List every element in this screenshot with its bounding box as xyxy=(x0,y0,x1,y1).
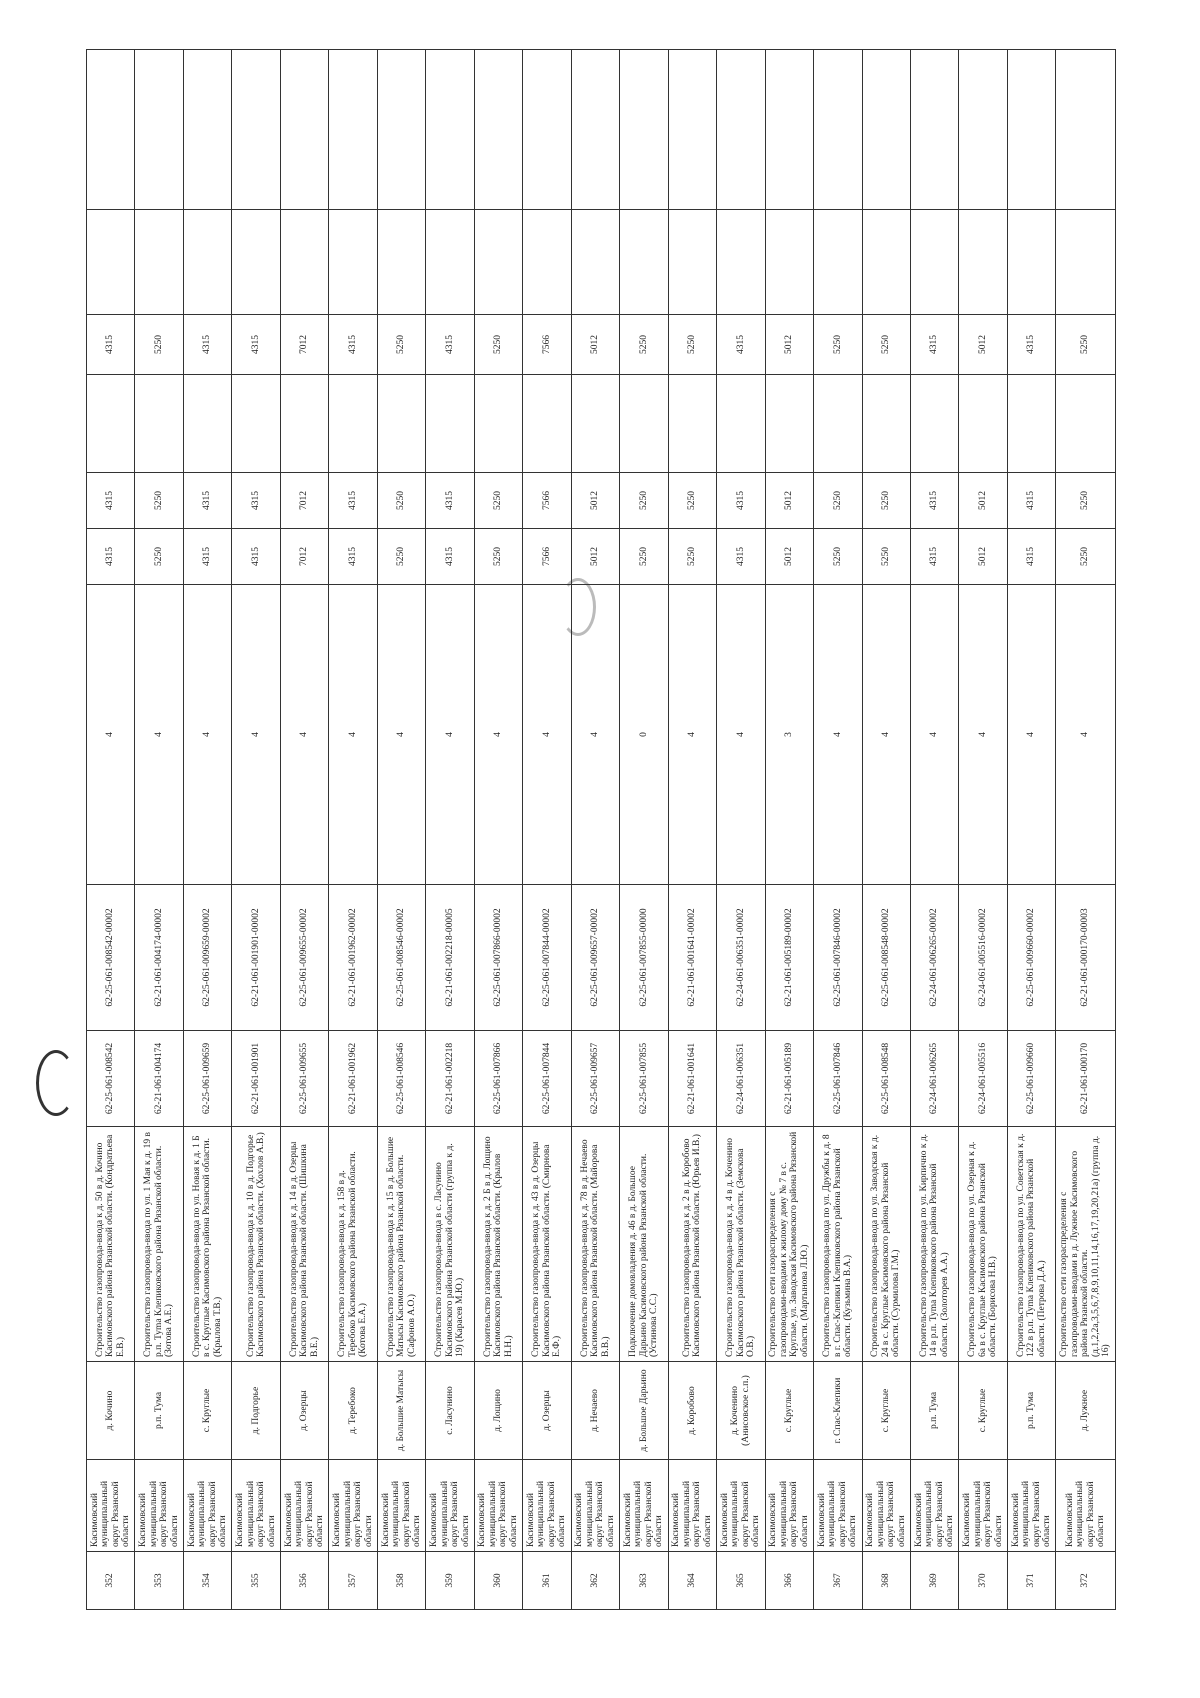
empty-cell xyxy=(523,50,571,210)
empty-cell xyxy=(765,50,813,210)
empty-cell xyxy=(183,50,231,210)
cell-code2: 62-21-061-001901-00002 xyxy=(232,885,280,1031)
empty-cell xyxy=(232,210,280,315)
cell-cnt: 4 xyxy=(959,585,1007,885)
cell-code1: 62-25-061-008546 xyxy=(377,1031,425,1127)
empty-cell xyxy=(135,50,183,210)
cell-settl: д. Кочино xyxy=(87,1362,135,1460)
binder-hole-mark xyxy=(36,1050,76,1116)
cell-n: 363 xyxy=(620,1552,668,1610)
table-row xyxy=(183,50,231,1610)
cell-a: 5250 xyxy=(377,529,425,585)
cell-n: 362 xyxy=(571,1552,619,1610)
empty-cell xyxy=(232,375,280,473)
table-row xyxy=(814,50,862,1610)
cell-cnt: 4 xyxy=(426,585,474,885)
table-row xyxy=(959,50,1007,1610)
cell-c: 4315 xyxy=(1007,315,1055,375)
cell-cnt: 4 xyxy=(280,585,328,885)
table-row xyxy=(910,50,958,1610)
cell-code2: 62-21-061-005189-00002 xyxy=(765,885,813,1031)
cell-b: 5250 xyxy=(474,473,522,529)
empty-cell xyxy=(717,50,765,210)
cell-n: 371 xyxy=(1007,1552,1055,1610)
cell-code1: 62-24-061-006351 xyxy=(717,1031,765,1127)
cell-mun: Касимовский муниципальный округ Рязанской области xyxy=(183,1460,231,1552)
empty-cell xyxy=(862,50,910,210)
empty-cell xyxy=(1056,375,1116,473)
cell-b: 5250 xyxy=(814,473,862,529)
cell-settl: д. Большие Матысы xyxy=(377,1362,425,1460)
cell-code1: 62-25-061-007844 xyxy=(523,1031,571,1127)
table-row xyxy=(474,50,522,1610)
cell-c: 5250 xyxy=(814,315,862,375)
cell-cnt: 4 xyxy=(523,585,571,885)
cell-cnt: 4 xyxy=(474,585,522,885)
empty-cell xyxy=(765,210,813,315)
cell-b: 7566 xyxy=(523,473,571,529)
cell-b: 5250 xyxy=(377,473,425,529)
cell-b: 4315 xyxy=(183,473,231,529)
cell-b: 5012 xyxy=(959,473,1007,529)
cell-b: 4315 xyxy=(87,473,135,529)
empty-cell xyxy=(910,50,958,210)
cell-c: 5250 xyxy=(1056,315,1116,375)
table-row xyxy=(232,50,280,1610)
cell-code2: 62-25-061-009660-00002 xyxy=(1007,885,1055,1031)
empty-cell xyxy=(87,210,135,315)
empty-cell xyxy=(814,210,862,315)
table-row xyxy=(135,50,183,1610)
empty-cell xyxy=(717,210,765,315)
cell-code2: 62-25-061-007855-00000 xyxy=(620,885,668,1031)
cell-desc: Строительство газопровода-ввода в с. Ласунино Касимовского района Рязанской области (группа к д. 19) (Карасев М.Ю.) xyxy=(426,1127,474,1362)
cell-settl: д. Теребоко xyxy=(329,1362,377,1460)
cell-a: 5250 xyxy=(474,529,522,585)
table-row xyxy=(426,50,474,1610)
cell-c: 5012 xyxy=(765,315,813,375)
cell-mun: Касимовский муниципальный округ Рязанской области xyxy=(959,1460,1007,1552)
cell-settl: д. Нечаево xyxy=(571,1362,619,1460)
empty-cell xyxy=(910,375,958,473)
cell-n: 369 xyxy=(910,1552,958,1610)
cell-cnt: 4 xyxy=(87,585,135,885)
empty-cell xyxy=(329,210,377,315)
cell-a: 5012 xyxy=(959,529,1007,585)
empty-cell xyxy=(1007,210,1055,315)
cell-settl: р.п. Тума xyxy=(910,1362,958,1460)
cell-code1: 62-21-061-002218 xyxy=(426,1031,474,1127)
empty-cell xyxy=(668,50,716,210)
cell-b: 5250 xyxy=(668,473,716,529)
table-row xyxy=(717,50,765,1610)
empty-cell xyxy=(135,375,183,473)
cell-settl: г. Спас-Клепики xyxy=(814,1362,862,1460)
cell-code2: 62-21-061-001641-00002 xyxy=(668,885,716,1031)
empty-cell xyxy=(814,375,862,473)
empty-cell xyxy=(959,50,1007,210)
empty-cell xyxy=(571,375,619,473)
cell-code2: 62-25-061-009659-00002 xyxy=(183,885,231,1031)
empty-cell xyxy=(668,375,716,473)
cell-n: 352 xyxy=(87,1552,135,1610)
cell-settl: д. Коченино (Анисовское с.п.) xyxy=(717,1362,765,1460)
cell-mun: Касимовский муниципальный округ Рязанской области xyxy=(135,1460,183,1552)
empty-cell xyxy=(183,375,231,473)
table-row xyxy=(329,50,377,1610)
cell-settl: д. Коробово xyxy=(668,1362,716,1460)
empty-cell xyxy=(668,210,716,315)
cell-desc: Строительство газопровода-ввода по ул. Советская к д. 122 в р.п. Туma Клепиковского района Рязанской области. (Петрова Д.А.) xyxy=(1007,1127,1055,1362)
cell-n: 356 xyxy=(280,1552,328,1610)
cell-mun: Касимовский муниципальный округ Рязанской области xyxy=(474,1460,522,1552)
cell-code1: 62-25-061-008542 xyxy=(87,1031,135,1127)
cell-cnt: 4 xyxy=(135,585,183,885)
cell-n: 368 xyxy=(862,1552,910,1610)
cell-code2: 62-21-061-000170-00003 xyxy=(1056,885,1116,1031)
empty-cell xyxy=(329,375,377,473)
cell-code2: 62-25-061-009655-00002 xyxy=(280,885,328,1031)
cell-mun: Касимовский муниципальный округ Рязанской области xyxy=(329,1460,377,1552)
cell-c: 4315 xyxy=(329,315,377,375)
cell-b: 4315 xyxy=(1007,473,1055,529)
cell-settl: с. Круглые xyxy=(765,1362,813,1460)
cell-c: 4315 xyxy=(183,315,231,375)
cell-code2: 62-24-061-006265-00002 xyxy=(910,885,958,1031)
cell-settl: д. Лощино xyxy=(474,1362,522,1460)
cell-desc: Строительство газопровода-ввода по ул. 1 Мая к д. 19 в р.п. Туma Клепиковского района Рязанской области. (Зотова А.Е.) xyxy=(135,1127,183,1362)
cell-b: 7012 xyxy=(280,473,328,529)
cell-c: 5250 xyxy=(377,315,425,375)
empty-cell xyxy=(959,375,1007,473)
cell-mun: Касимовский муниципальный округ Рязанской области xyxy=(1007,1460,1055,1552)
cell-c: 5250 xyxy=(862,315,910,375)
table-row xyxy=(571,50,619,1610)
cell-desc: Строительство газопровода-ввода к д. 2 Б в д. Лощино Касимовского района Рязанской области. (Крылов Н.Н.) xyxy=(474,1127,522,1362)
cell-mun: Касимовский муниципальный округ Рязанской области xyxy=(862,1460,910,1552)
empty-cell xyxy=(280,375,328,473)
cell-c: 7012 xyxy=(280,315,328,375)
cell-cnt: 4 xyxy=(814,585,862,885)
cell-n: 359 xyxy=(426,1552,474,1610)
empty-cell xyxy=(1056,210,1116,315)
rotated-table-container xyxy=(86,50,1116,1610)
cell-desc: Строительство газопровода-ввода по ул. Кирпично к д. 14 в р.п. Туma Клепиковского района Рязанской области. (Золоторев А.А.) xyxy=(910,1127,958,1362)
cell-c: 4315 xyxy=(87,315,135,375)
cell-c: 7566 xyxy=(523,315,571,375)
cell-a: 5250 xyxy=(1056,529,1116,585)
table-row xyxy=(765,50,813,1610)
empty-cell xyxy=(426,375,474,473)
empty-cell xyxy=(426,210,474,315)
cell-desc: Строительство газопровода-ввода по ул. Заводская к д. 24 в с. Круглые Касимовского района Рязанской области. (Сурмилова Г.М.) xyxy=(862,1127,910,1362)
cell-mun: Касимовский муниципальный округ Рязанской области xyxy=(571,1460,619,1552)
cell-desc: Строительство газопровода-ввода к д. 158 в д. Теребоко Касимовского района Рязанской области. (Котова Е.А.) xyxy=(329,1127,377,1362)
cell-a: 5250 xyxy=(814,529,862,585)
cell-b: 4315 xyxy=(717,473,765,529)
cell-settl: д. Лужное xyxy=(1056,1362,1116,1460)
cell-cnt: 4 xyxy=(717,585,765,885)
cell-cnt: 4 xyxy=(232,585,280,885)
empty-cell xyxy=(329,50,377,210)
register-table xyxy=(86,49,1116,1610)
empty-cell xyxy=(1056,50,1116,210)
cell-code2: 62-25-061-008542-00002 xyxy=(87,885,135,1031)
cell-code1: 62-21-061-004174 xyxy=(135,1031,183,1127)
cell-mun: Касимовский муниципальный округ Рязанской области xyxy=(668,1460,716,1552)
cell-code2: 62-25-061-009657-00002 xyxy=(571,885,619,1031)
cell-a: 4315 xyxy=(87,529,135,585)
cell-cnt: 0 xyxy=(620,585,668,885)
empty-cell xyxy=(571,210,619,315)
cell-desc: Строительство газопровода-ввода по ул. Новая к д. 1 Б в с. Круглые Касимовского района Рязанской области. (Крылова Т.В.) xyxy=(183,1127,231,1362)
cell-code2: 62-25-061-008548-00002 xyxy=(862,885,910,1031)
cell-cnt: 4 xyxy=(329,585,377,885)
cell-code1: 62-21-061-005189 xyxy=(765,1031,813,1127)
empty-cell xyxy=(474,210,522,315)
cell-mun: Касимовский муниципальный округ Рязанской области xyxy=(377,1460,425,1552)
cell-code2: 62-25-061-007844-00002 xyxy=(523,885,571,1031)
cell-code1: 62-25-061-009655 xyxy=(280,1031,328,1127)
cell-settl: д. Озерцы xyxy=(523,1362,571,1460)
cell-b: 4315 xyxy=(232,473,280,529)
cell-b: 5250 xyxy=(1056,473,1116,529)
cell-n: 358 xyxy=(377,1552,425,1610)
cell-mun: Касимовский муниципальный округ Рязанской области xyxy=(620,1460,668,1552)
cell-desc: Строительство газопровода-ввода к д. 2 в д. Коробово Касимовского района Рязанской области. (Юрьев И.В.) xyxy=(668,1127,716,1362)
cell-a: 5250 xyxy=(135,529,183,585)
cell-code1: 62-25-061-009657 xyxy=(571,1031,619,1127)
table-row xyxy=(523,50,571,1610)
empty-cell xyxy=(862,210,910,315)
cell-a: 5250 xyxy=(862,529,910,585)
cell-desc: Подключение домовладения д. 46 в д. Большое Дарьино Касимовского района Рязанской области. (Устинова С.С.) xyxy=(620,1127,668,1362)
empty-cell xyxy=(377,210,425,315)
cell-a: 5012 xyxy=(765,529,813,585)
cell-code1: 62-21-061-001901 xyxy=(232,1031,280,1127)
cell-desc: Строительство газопровода-ввода к д. 14 в д. Озерцы Касимовского района Рязанской области. (Шишкина В.Е.) xyxy=(280,1127,328,1362)
cell-n: 361 xyxy=(523,1552,571,1610)
empty-cell xyxy=(183,210,231,315)
empty-cell xyxy=(910,210,958,315)
empty-cell xyxy=(232,50,280,210)
table-row xyxy=(1056,50,1116,1610)
cell-code2: 62-25-061-007866-00002 xyxy=(474,885,522,1031)
cell-n: 353 xyxy=(135,1552,183,1610)
empty-cell xyxy=(523,375,571,473)
cell-a: 5250 xyxy=(620,529,668,585)
cell-mun: Касимовский муниципальный округ Рязанской области xyxy=(910,1460,958,1552)
cell-settl: с. Круглые xyxy=(862,1362,910,1460)
empty-cell xyxy=(377,375,425,473)
scan-top-marks xyxy=(0,0,1200,10)
cell-code2: 62-24-061-005516-00002 xyxy=(959,885,1007,1031)
empty-cell xyxy=(474,375,522,473)
cell-b: 4315 xyxy=(426,473,474,529)
cell-c: 5250 xyxy=(620,315,668,375)
table-row xyxy=(280,50,328,1610)
cell-b: 4315 xyxy=(910,473,958,529)
cell-code2: 62-21-061-001962-00002 xyxy=(329,885,377,1031)
cell-settl: д. Озерцы xyxy=(280,1362,328,1460)
empty-cell xyxy=(87,50,135,210)
cell-code1: 62-25-061-008548 xyxy=(862,1031,910,1127)
cell-desc: Строительство газопровода-ввода к д. 15 в д. Большие Матысы Касимовского района Рязанской области. (Сафонов А.О.) xyxy=(377,1127,425,1362)
cell-a: 4315 xyxy=(910,529,958,585)
cell-mun: Касимовский муниципальный округ Рязанской области xyxy=(280,1460,328,1552)
empty-cell xyxy=(87,375,135,473)
cell-mun: Касимовский муниципальный округ Рязанской области xyxy=(426,1460,474,1552)
empty-cell xyxy=(814,50,862,210)
cell-cnt: 4 xyxy=(862,585,910,885)
cell-settl: р.п. Тума xyxy=(1007,1362,1055,1460)
cell-a: 7012 xyxy=(280,529,328,585)
cell-c: 5250 xyxy=(135,315,183,375)
cell-code1: 62-25-061-009660 xyxy=(1007,1031,1055,1127)
cell-mun: Касимовский муниципальный округ Рязанской области xyxy=(87,1460,135,1552)
cell-b: 5250 xyxy=(620,473,668,529)
cell-cnt: 4 xyxy=(1056,585,1116,885)
table-body xyxy=(87,50,1116,1610)
empty-cell xyxy=(717,375,765,473)
cell-code2: 62-25-061-008546-00002 xyxy=(377,885,425,1031)
cell-c: 4315 xyxy=(910,315,958,375)
cell-b: 5250 xyxy=(135,473,183,529)
cell-a: 4315 xyxy=(717,529,765,585)
cell-a: 5250 xyxy=(668,529,716,585)
cell-n: 367 xyxy=(814,1552,862,1610)
cell-mun: Касимовский муниципальный округ Рязанской области xyxy=(814,1460,862,1552)
cell-desc: Строительство газопровода-ввода к д. 43 в д. Озерцы Касимовского района Рязанской области. (Смирнова Е.Ф.) xyxy=(523,1127,571,1362)
cell-desc: Строительство сети газораспределения с газопроводами-вводами в д. Лужное Касимовского района Рязанской области. (д.1,2,2а,3,5,6,7,8,9,10,11,14,16,17,19,20,21а) (группа д. 16) xyxy=(1056,1127,1116,1362)
cell-desc: Строительство газопровода-ввода к д. 78 в д. Нечаево Касимовского района Рязанской области. (Майорова В.В.) xyxy=(571,1127,619,1362)
table-row xyxy=(668,50,716,1610)
cell-n: 355 xyxy=(232,1552,280,1610)
cell-n: 370 xyxy=(959,1552,1007,1610)
cell-n: 366 xyxy=(765,1552,813,1610)
cell-mun: Касимовский муниципальный округ Рязанской области xyxy=(232,1460,280,1552)
cell-code1: 62-25-061-009659 xyxy=(183,1031,231,1127)
table-row xyxy=(862,50,910,1610)
empty-cell xyxy=(426,50,474,210)
cell-code1: 62-21-061-001641 xyxy=(668,1031,716,1127)
cell-a: 4315 xyxy=(183,529,231,585)
cell-n: 365 xyxy=(717,1552,765,1610)
cell-desc: Строительство газопровода-ввода по ул. Дружбы к д. 8 в г. Спас-Клепики Клепиковского района Рязанской области. (Кузьмина В.А.) xyxy=(814,1127,862,1362)
cell-b: 5012 xyxy=(765,473,813,529)
cell-code1: 62-25-061-007855 xyxy=(620,1031,668,1127)
table-row xyxy=(1007,50,1055,1610)
cell-c: 4315 xyxy=(717,315,765,375)
empty-cell xyxy=(135,210,183,315)
cell-code1: 62-21-061-000170 xyxy=(1056,1031,1116,1127)
cell-a: 5012 xyxy=(571,529,619,585)
cell-code1: 62-24-061-005516 xyxy=(959,1031,1007,1127)
cell-n: 372 xyxy=(1056,1552,1116,1610)
cell-b: 5250 xyxy=(862,473,910,529)
cell-b: 4315 xyxy=(329,473,377,529)
table-row xyxy=(620,50,668,1610)
cell-settl: д. Подгорье xyxy=(232,1362,280,1460)
empty-cell xyxy=(1007,375,1055,473)
cell-cnt: 3 xyxy=(765,585,813,885)
cell-code2: 62-24-061-006351-00002 xyxy=(717,885,765,1031)
empty-cell xyxy=(377,50,425,210)
cell-mun: Касимовский муниципальный округ Рязанской области xyxy=(765,1460,813,1552)
cell-settl: д. Большое Дарьино xyxy=(620,1362,668,1460)
cell-settl: с. Круглые xyxy=(183,1362,231,1460)
cell-code2: 62-21-061-002218-00005 xyxy=(426,885,474,1031)
cell-desc: Строительство газопровода-ввода к д. 4 в д. Коченино Касимовского района Рязанской области. (Земскова О.В.) xyxy=(717,1127,765,1362)
cell-n: 354 xyxy=(183,1552,231,1610)
empty-cell xyxy=(1007,50,1055,210)
cell-code1: 62-25-061-007866 xyxy=(474,1031,522,1127)
cell-c: 4315 xyxy=(232,315,280,375)
cell-b: 5012 xyxy=(571,473,619,529)
cell-cnt: 4 xyxy=(1007,585,1055,885)
cell-mun: Касимовский муниципальный округ Рязанской области xyxy=(717,1460,765,1552)
cell-cnt: 4 xyxy=(571,585,619,885)
cell-mun: Касимовский муниципальный округ Рязанской области xyxy=(523,1460,571,1552)
cell-c: 5250 xyxy=(474,315,522,375)
cell-code1: 62-24-061-006265 xyxy=(910,1031,958,1127)
cell-c: 5012 xyxy=(571,315,619,375)
empty-cell xyxy=(620,375,668,473)
cell-a: 7566 xyxy=(523,529,571,585)
cell-a: 4315 xyxy=(329,529,377,585)
empty-cell xyxy=(620,210,668,315)
empty-cell xyxy=(280,50,328,210)
cell-a: 4315 xyxy=(426,529,474,585)
cell-desc: Строительство газопровода-ввода по ул. Озерная к д. 6а в с. Круглые Касимовского района Рязанской области. (Борисова Н.В.) xyxy=(959,1127,1007,1362)
cell-desc: Строительство газопровода-ввода к д. 50 в д. Кочино Касимовского района Рязанской области. (Кондратьева Е.В.) xyxy=(87,1127,135,1362)
cell-a: 4315 xyxy=(1007,529,1055,585)
cell-a: 4315 xyxy=(232,529,280,585)
empty-cell xyxy=(523,210,571,315)
empty-cell xyxy=(959,210,1007,315)
table-row xyxy=(377,50,425,1610)
cell-desc: Строительство сети газораспределения с газопроводами-вводами к жилому дому № 7 в с. Круглые, ул. Заводская Касимовского района Рязанской области. (Мартынова Л.Ю.) xyxy=(765,1127,813,1362)
empty-cell xyxy=(765,375,813,473)
cell-n: 357 xyxy=(329,1552,377,1610)
empty-cell xyxy=(280,210,328,315)
cell-c: 4315 xyxy=(426,315,474,375)
cell-cnt: 4 xyxy=(668,585,716,885)
cell-code1: 62-25-061-007846 xyxy=(814,1031,862,1127)
empty-cell xyxy=(571,50,619,210)
cell-c: 5012 xyxy=(959,315,1007,375)
cell-cnt: 4 xyxy=(377,585,425,885)
cell-settl: с. Круглые xyxy=(959,1362,1007,1460)
cell-c: 5250 xyxy=(668,315,716,375)
empty-cell xyxy=(862,375,910,473)
cell-code2: 62-21-061-004174-00002 xyxy=(135,885,183,1031)
empty-cell xyxy=(620,50,668,210)
empty-cell xyxy=(474,50,522,210)
cell-desc: Строительство газопровода-ввода к д. 10 в д. Подгорье Касимовского района Рязанской области. (Хохлов А.В.) xyxy=(232,1127,280,1362)
cell-settl: р.п. Тума xyxy=(135,1362,183,1460)
cell-code2: 62-25-061-007846-00002 xyxy=(814,885,862,1031)
cell-code1: 62-21-061-001962 xyxy=(329,1031,377,1127)
cell-n: 364 xyxy=(668,1552,716,1610)
cell-settl: с. Ласунино xyxy=(426,1362,474,1460)
cell-n: 360 xyxy=(474,1552,522,1610)
cell-cnt: 4 xyxy=(183,585,231,885)
cell-cnt: 4 xyxy=(910,585,958,885)
cell-mun: Касимовский муниципальный округ Рязанской области xyxy=(1056,1460,1116,1552)
table-row xyxy=(87,50,135,1610)
